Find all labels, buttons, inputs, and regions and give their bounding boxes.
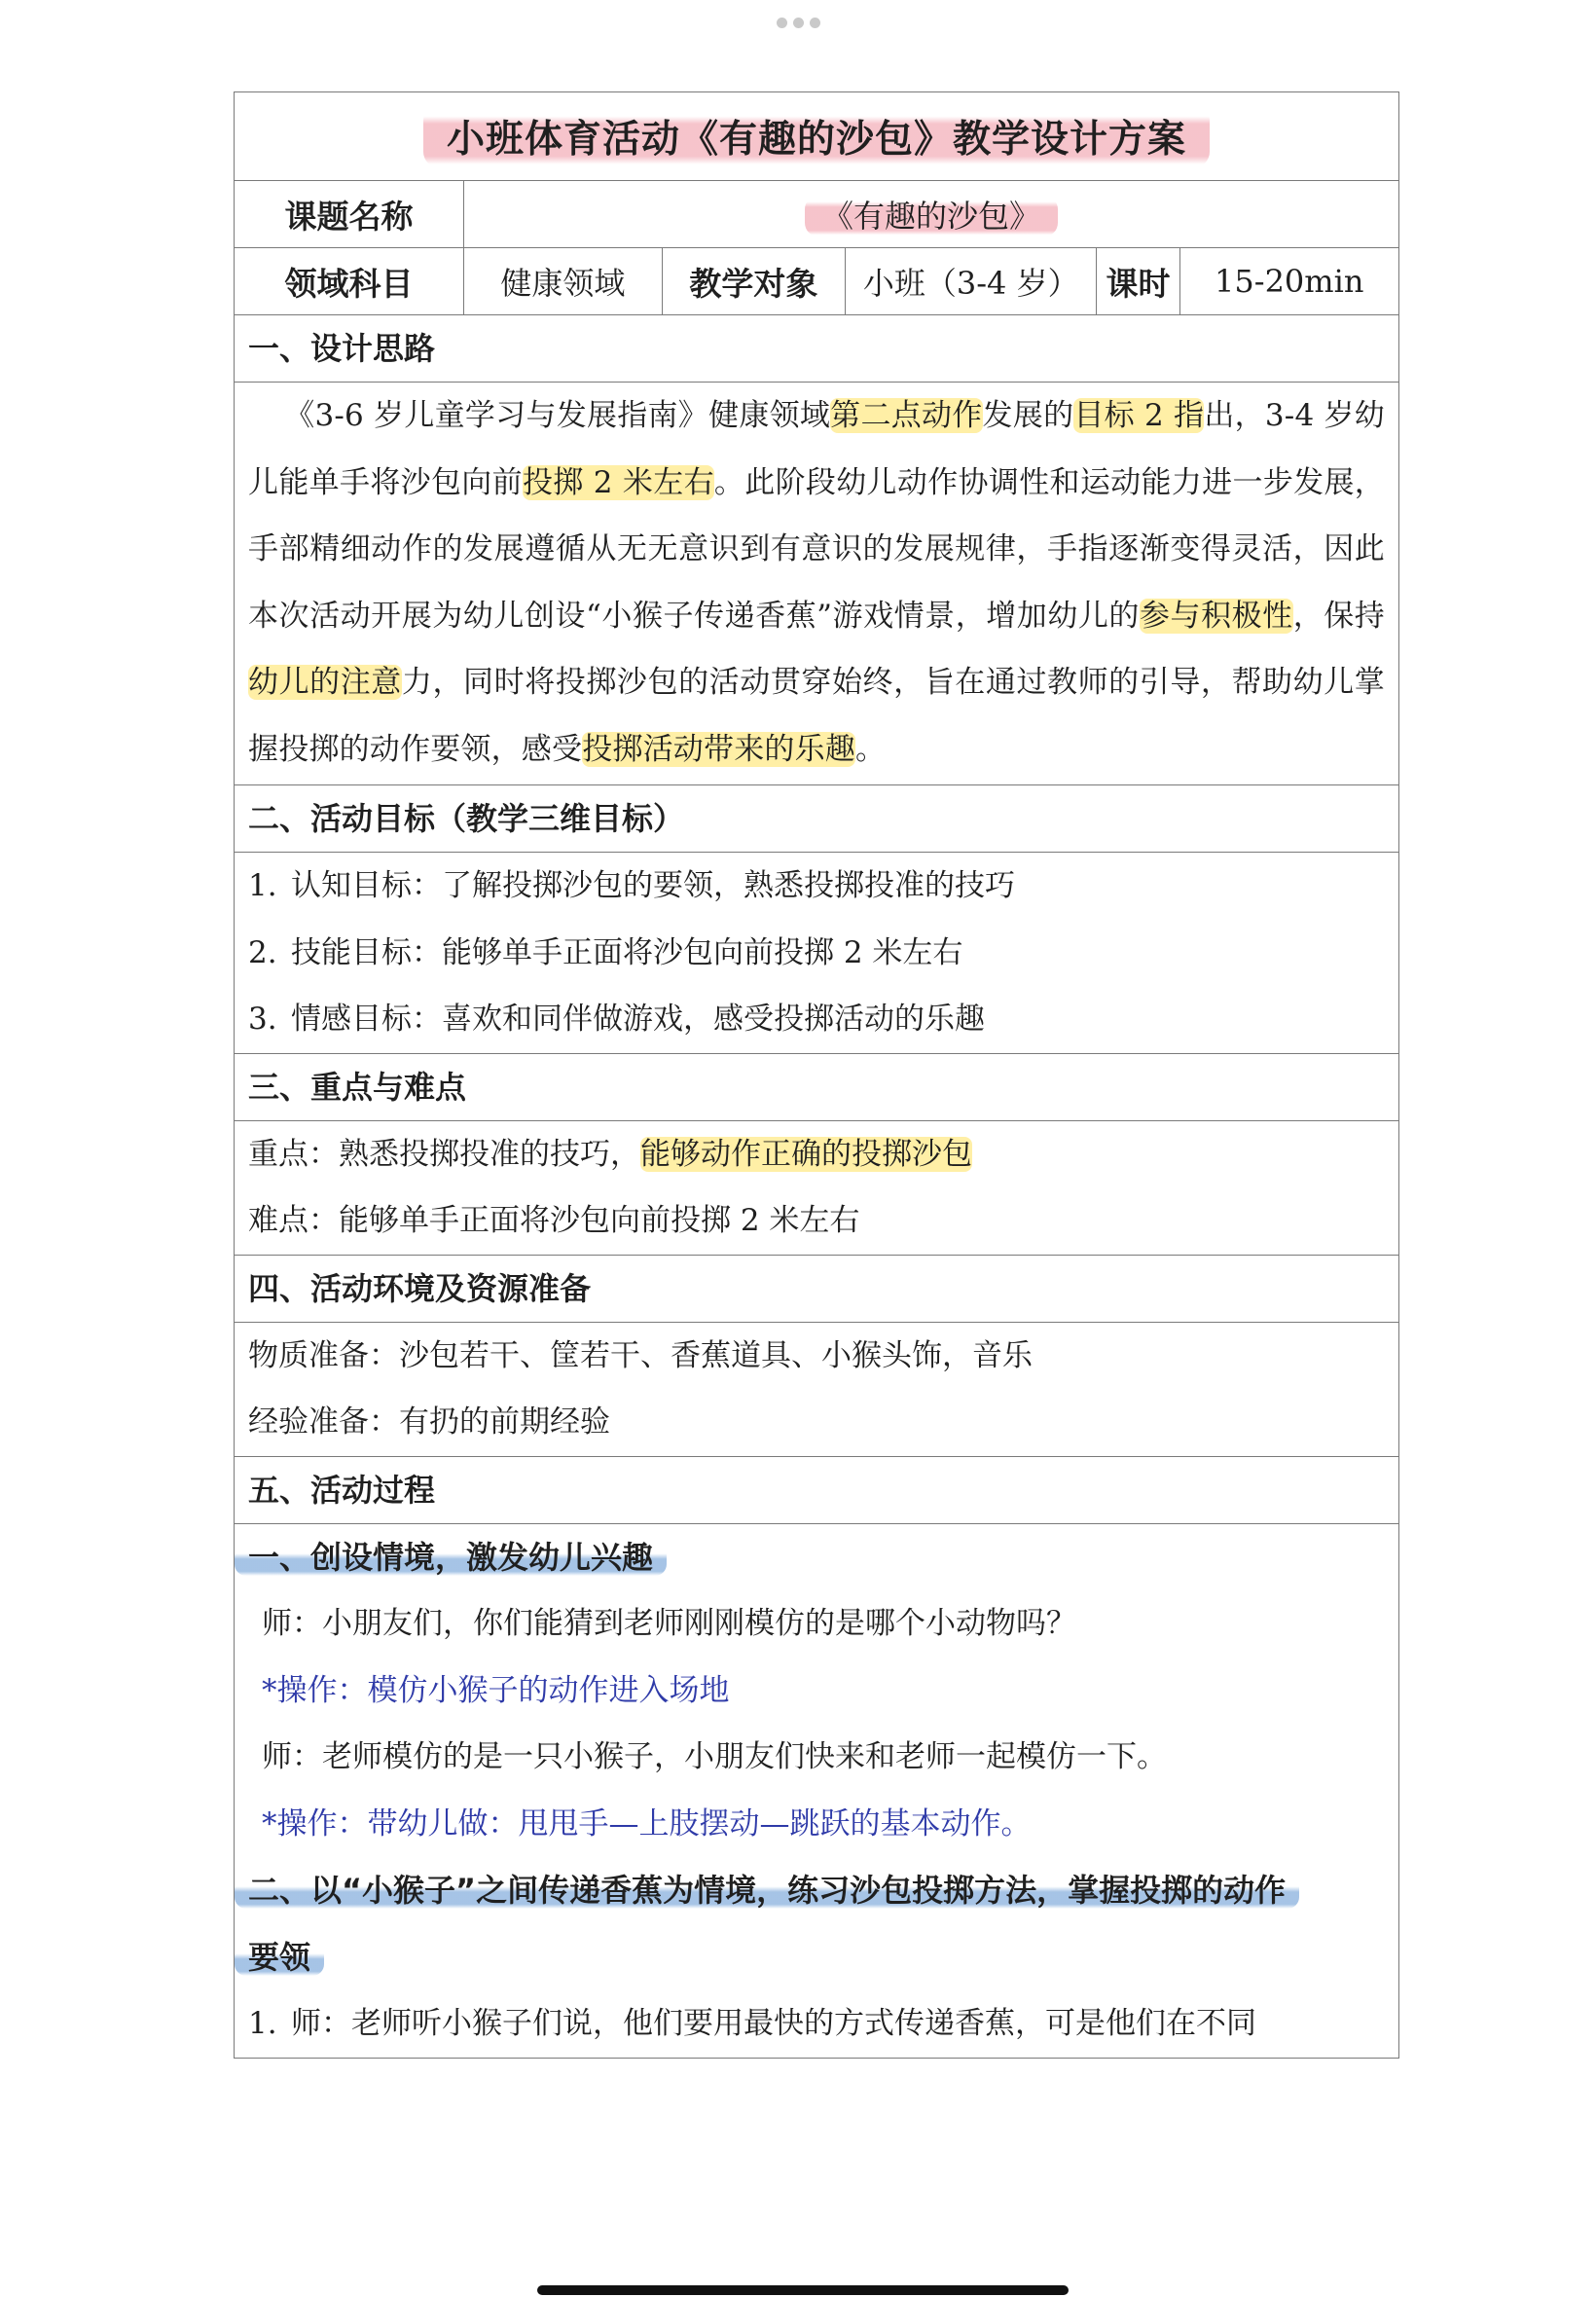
text-run: 《3-6 岁儿童学习与发展指南》健康领域 [284,398,831,433]
duration-label: 课时 [1097,248,1179,315]
dot [777,18,787,28]
item-text: 师：老师听小猴子们说，他们要用最快的方式传递香蕉，可是他们在不同 [291,2006,1256,2041]
section-heading-process: 五、活动过程 [235,1456,1398,1523]
process-step-2-cont [248,1924,1385,1991]
goal-item [248,920,1385,987]
highlight-run: 参与积极性 [1139,598,1293,634]
goal-text: 技能目标：能够单手正面将沙包向前投掷 2 米左右 [291,934,963,970]
key-point-line [248,1121,1385,1188]
text-run: 。此阶段幼儿动作协调性和运动能力进一步发展，手部精细动作的发展遵循从无无意识到有意识的发展规律，手指逐渐变得灵活，因此本次活动开展为幼儿创设“小猴子传递香蕉”游戏情景，增加幼儿的 [248,464,1385,634]
section-body-goals [235,852,1398,1053]
home-indicator[interactable] [537,2285,1069,2295]
text-run: ，保持 [1292,598,1385,634]
document-title: 小班体育活动《有趣的沙包》教学设计方案 [423,105,1210,167]
step-heading: 二、以“小猴子”之间传递香蕉为情境，练习沙包投掷方法，掌握投掷的动作 [235,1872,1299,1909]
meta-row [235,248,1398,315]
design-paragraph [248,383,1385,784]
difficulty-line: 难点：能够单手正面将沙包向前投掷 2 米左右 [248,1203,860,1238]
goal-number: 2. [248,934,277,970]
section-heading-key-points: 三、重点与难点 [235,1053,1398,1120]
goal-text: 情感目标：喜欢和同伴做游戏，感受投掷活动的乐趣 [291,1002,985,1037]
highlight-run: 能够动作正确的投掷沙包 [640,1136,972,1172]
document-page [234,91,1399,2059]
highlight-run: 投掷 2 米左右 [522,464,714,500]
audience-value: 小班（3-4 岁） [846,248,1097,315]
title-row [235,92,1398,181]
text-run: 出，3-4 岁幼儿能单手将沙包向前 [248,398,1386,500]
topic-label: 课题名称 [235,181,464,248]
section-body-design [235,382,1398,784]
topic-value: 《有趣的沙包》 [805,196,1058,237]
topic-value-cell [464,181,1398,248]
step-heading: 一、创设情境，激发幼儿兴趣 [235,1539,667,1576]
item-number: 1. [248,2006,277,2041]
teacher-line: 师：老师模仿的是一只小猴子，小朋友们快来和老师一起模仿一下。 [262,1739,1167,1774]
experience-line: 经验准备：有扔的前期经验 [248,1404,610,1440]
text-run: 发展的 [982,398,1074,433]
goal-number: 1. [248,868,277,903]
info-table [235,181,1398,315]
dot [810,18,820,28]
material-line: 物质准备：沙包若干、筐若干、香蕉道具、小猴头饰，音乐 [248,1337,1033,1373]
highlight-run: 投掷活动带来的乐趣 [582,731,856,767]
section-heading-goals: 二、活动目标（教学三维目标） [235,784,1398,852]
goal-text: 认知目标：了解投掷沙包的要领，熟悉投掷投准的技巧 [291,868,1015,903]
goal-number: 3. [248,1002,277,1037]
process-item [248,1990,1385,2058]
duration-value: 15-20min [1179,248,1398,315]
dot [793,18,804,28]
highlight-run: 幼儿的注意 [248,665,402,700]
domain-value: 健康领域 [464,248,663,315]
audience-label: 教学对象 [662,248,845,315]
step-heading: 要领 [235,1939,324,1976]
section-body-process [235,1523,1398,2058]
section-body-resources [235,1322,1398,1456]
topic-row [235,181,1398,248]
operation-line: *操作：模仿小猴子的动作进入场地 [262,1672,730,1708]
window-drag-handle[interactable] [0,14,1596,32]
text-run: 重点：熟悉投掷投准的技巧， [248,1136,640,1172]
text-run: 。 [855,731,887,767]
goal-item [248,853,1385,920]
text-run: 力，同时将投掷沙包的活动贯穿始终，旨在通过教师的引导，帮助幼儿掌握投掷的动作要领，感受 [248,665,1385,767]
highlight-run: 第二点动作 [830,398,983,433]
section-heading-design: 一、设计思路 [248,330,436,367]
process-step-2 [248,1857,1385,1924]
goal-item [248,986,1385,1053]
domain-label: 领域科目 [235,248,464,315]
section-body-key-points [235,1120,1398,1255]
teacher-line: 师：小朋友们，你们能猜到老师刚刚模仿的是哪个小动物吗？ [262,1606,1076,1641]
process-step-1 [248,1524,1385,1591]
highlight-run: 目标 2 指 [1073,398,1205,433]
section-heading-resources: 四、活动环境及资源准备 [235,1255,1398,1322]
operation-line: *操作：带幼儿做：甩甩手—上肢摆动—跳跃的基本动作。 [262,1805,1032,1841]
